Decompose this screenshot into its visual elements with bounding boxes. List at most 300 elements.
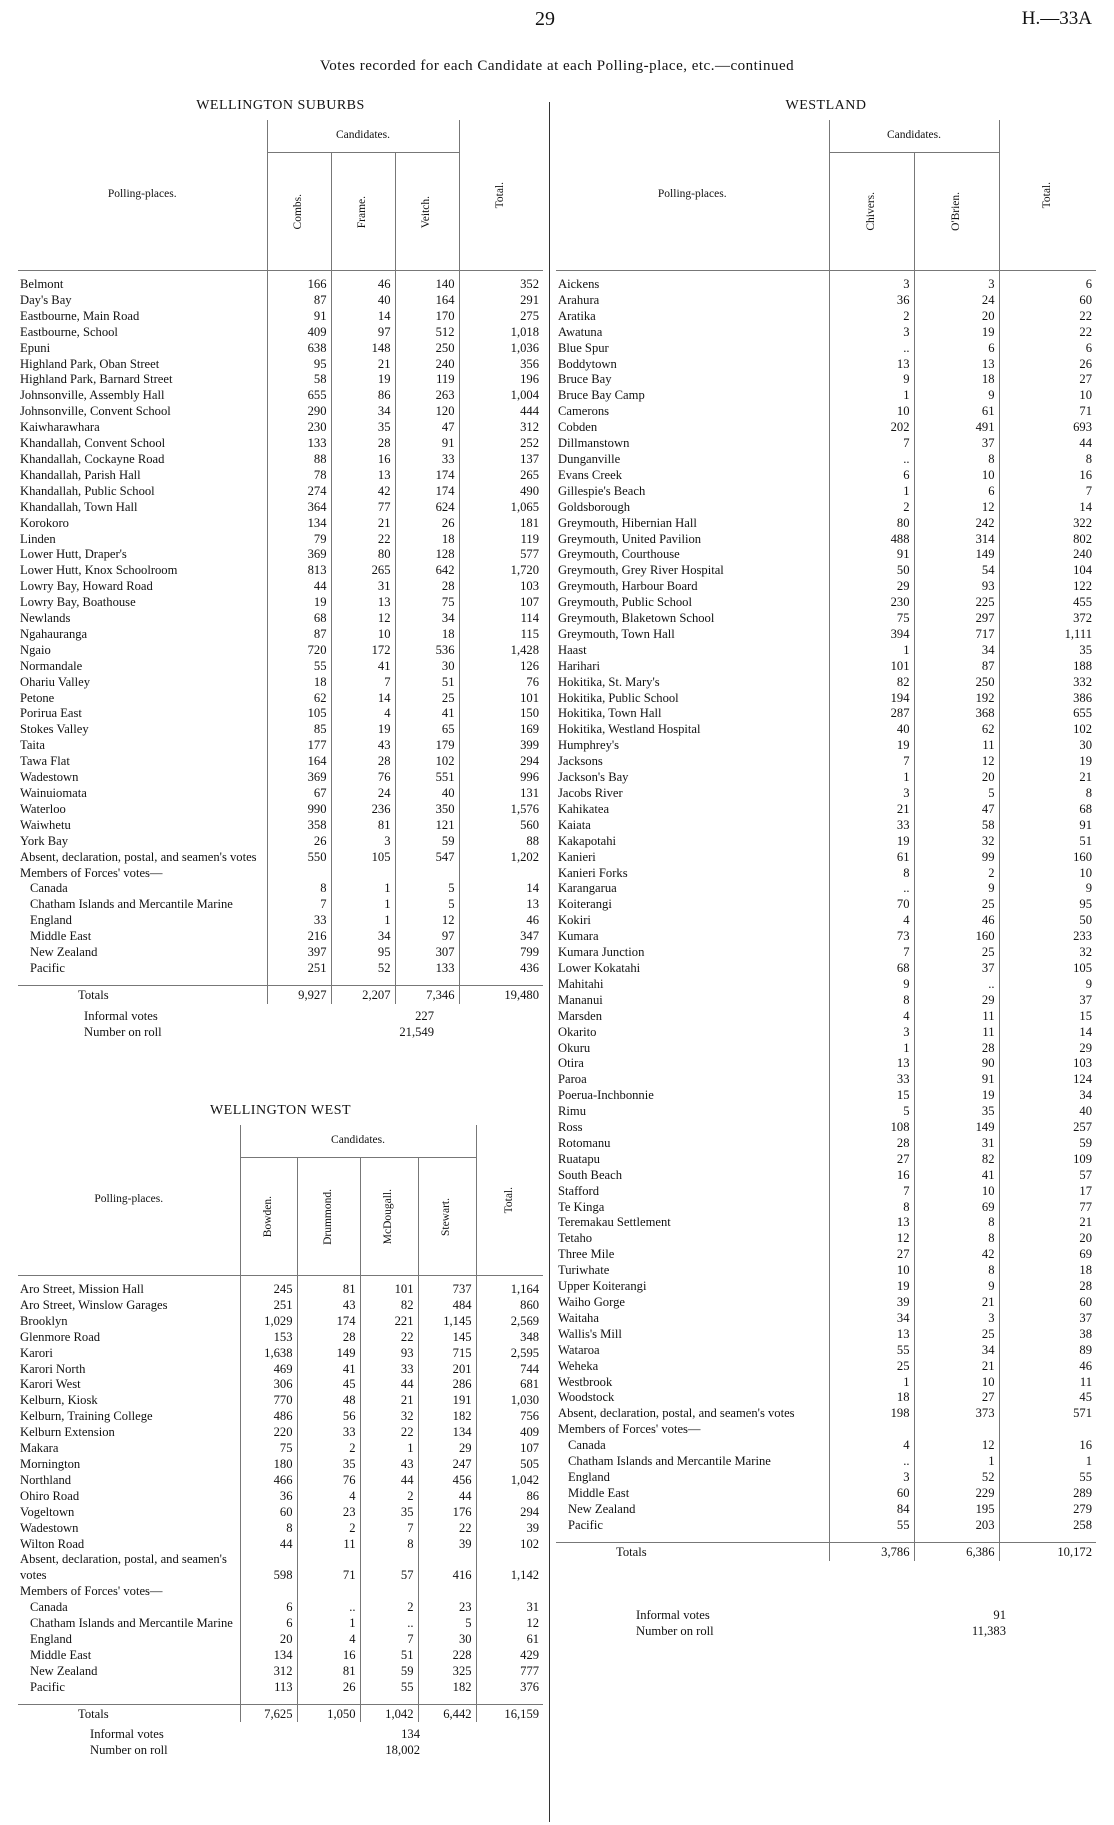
- polling-place: Lowry Bay, Howard Road: [20, 579, 153, 594]
- table-row: [18, 706, 543, 722]
- polling-place: Jacksons: [558, 754, 603, 769]
- vote-count: 394: [829, 627, 914, 643]
- table-row: [556, 1406, 1096, 1422]
- vote-count: 102: [395, 754, 459, 770]
- vote-count: 2: [360, 1600, 418, 1616]
- forces-header-row: [556, 1422, 1096, 1438]
- vote-count: 105: [999, 961, 1096, 977]
- vote-count: 60: [999, 1295, 1096, 1311]
- table-row: [556, 484, 1096, 500]
- vote-count: 1,202: [459, 850, 543, 866]
- polling-place: Johnsonville, Convent School: [20, 404, 171, 419]
- table-row: [556, 293, 1096, 309]
- header-row: [18, 120, 543, 153]
- vote-count: 20: [240, 1632, 297, 1648]
- vote-count: 19: [829, 834, 914, 850]
- vote-count: 35: [914, 1104, 999, 1120]
- vote-count: 17: [999, 1184, 1096, 1200]
- vote-count: 170: [395, 309, 459, 325]
- vote-count: 13: [459, 897, 543, 913]
- vote-count: 1,720: [459, 563, 543, 579]
- vote-count: 3: [829, 786, 914, 802]
- vote-count: 34: [914, 643, 999, 659]
- table-row: [556, 643, 1096, 659]
- polling-place: Johnsonville, Assembly Hall: [20, 388, 165, 403]
- vote-count: 715: [418, 1346, 476, 1362]
- vote-count: 32: [360, 1409, 418, 1425]
- vote-count: 294: [459, 754, 543, 770]
- vote-count: 6,386: [914, 1542, 999, 1560]
- polling-place: Linden: [20, 531, 56, 546]
- vote-count: 11: [914, 1025, 999, 1041]
- vote-count: 356: [459, 357, 543, 373]
- vote-count: 7,625: [240, 1704, 297, 1722]
- vote-count: 8: [914, 1215, 999, 1231]
- vote-count: 37: [999, 1311, 1096, 1327]
- vote-count: 2: [297, 1521, 360, 1537]
- vote-count: 571: [999, 1406, 1096, 1422]
- vote-count: 56: [297, 1409, 360, 1425]
- table-row: [556, 579, 1096, 595]
- vote-count: 8: [360, 1537, 418, 1553]
- vote-count: 312: [459, 420, 543, 436]
- vote-count: 44: [360, 1377, 418, 1393]
- vote-count: 230: [267, 420, 331, 436]
- vote-count: 274: [267, 484, 331, 500]
- vote-count: 322: [999, 516, 1096, 532]
- vote-count: 314: [914, 532, 999, 548]
- informal-votes-row: [636, 1607, 1096, 1623]
- vote-count: 44: [360, 1473, 418, 1489]
- polling-place: Chatham Islands and Mercantile Marine: [30, 897, 233, 912]
- vote-count: 107: [459, 595, 543, 611]
- vote-count: 252: [459, 436, 543, 452]
- empty-cell: [240, 1584, 297, 1600]
- vote-count: 6: [240, 1616, 297, 1632]
- vote-count: 36: [829, 293, 914, 309]
- vote-count: 247: [418, 1457, 476, 1473]
- vote-count: 40: [395, 786, 459, 802]
- vote-count: 21: [360, 1393, 418, 1409]
- vote-count: 2,207: [331, 985, 395, 1003]
- vote-count: 160: [999, 850, 1096, 866]
- polling-place: Okarito: [558, 1024, 597, 1039]
- vote-count: 14: [459, 881, 543, 897]
- vote-count: 67: [267, 786, 331, 802]
- vote-count: 4: [297, 1632, 360, 1648]
- table-row: [556, 1470, 1096, 1486]
- spacer-cell: [240, 1696, 297, 1705]
- vote-count: 69: [914, 1200, 999, 1216]
- column-header-candidate: [395, 153, 459, 271]
- empty-cell: [331, 866, 395, 882]
- vote-count: 2: [297, 1441, 360, 1457]
- polling-place: Khandallah, Parish Hall: [20, 467, 141, 482]
- vote-count: 7: [360, 1521, 418, 1537]
- polling-place: Tawa Flat: [20, 754, 70, 769]
- vote-count: 71: [999, 404, 1096, 420]
- table-row: [18, 452, 543, 468]
- column-header-candidate: [360, 1158, 418, 1276]
- vote-count: 486: [240, 1409, 297, 1425]
- vote-count: 6,442: [418, 1704, 476, 1722]
- vote-count: 195: [914, 1502, 999, 1518]
- vote-count: 306: [240, 1377, 297, 1393]
- vote-count: 372: [999, 611, 1096, 627]
- vote-count: 46: [331, 277, 395, 293]
- vote-count: 225: [914, 595, 999, 611]
- table-row: [556, 1454, 1096, 1470]
- vote-count: 44: [240, 1537, 297, 1553]
- vote-count: 364: [267, 500, 331, 516]
- informal-votes-label: Informal votes: [84, 1008, 158, 1023]
- vote-count: 41: [331, 659, 395, 675]
- table-row: [556, 1518, 1096, 1534]
- vote-count: 9: [914, 881, 999, 897]
- polling-place: Greymouth, Public School: [558, 595, 692, 610]
- vote-count: 5: [418, 1616, 476, 1632]
- polling-place: Okuru: [558, 1040, 591, 1055]
- table-row: [18, 277, 543, 293]
- table-row: [556, 1502, 1096, 1518]
- empty-cell: [297, 1584, 360, 1600]
- vote-count: 60: [999, 293, 1096, 309]
- vote-count: 78: [267, 468, 331, 484]
- vote-count: 113: [240, 1680, 297, 1696]
- polling-place: Kahikatea: [558, 801, 610, 816]
- vote-count: 455: [999, 595, 1096, 611]
- vote-count: 15: [829, 1088, 914, 1104]
- vote-count: 91: [914, 1072, 999, 1088]
- vote-count: 547: [395, 850, 459, 866]
- vote-count: 16: [999, 1438, 1096, 1454]
- vote-count: 57: [360, 1552, 418, 1584]
- vote-count: 201: [418, 1362, 476, 1378]
- vote-count: 22: [331, 532, 395, 548]
- polling-place: Marsden: [558, 1008, 603, 1023]
- table-row: [556, 961, 1096, 977]
- vote-count: 44: [267, 579, 331, 595]
- vote-count: 25: [914, 897, 999, 913]
- number-on-roll-label: Number on roll: [84, 1024, 162, 1039]
- table-row: [556, 1375, 1096, 1391]
- spacer-cell: [418, 1696, 476, 1705]
- vote-count: 18: [999, 1263, 1096, 1279]
- vote-count: ..: [829, 881, 914, 897]
- vote-count: 108: [829, 1120, 914, 1136]
- vote-count: 18: [395, 532, 459, 548]
- vote-count: 182: [418, 1680, 476, 1696]
- polling-place: Paroa: [558, 1072, 587, 1087]
- table-row: [18, 627, 543, 643]
- table-row: [556, 786, 1096, 802]
- vote-count: 1: [360, 1441, 418, 1457]
- table-row: [18, 1346, 543, 1362]
- vote-count: 28: [829, 1136, 914, 1152]
- vote-count: 242: [914, 516, 999, 532]
- polling-place: Humphrey's: [558, 738, 620, 753]
- vote-count: 28: [999, 1279, 1096, 1295]
- vote-count: 44: [418, 1489, 476, 1505]
- polling-place: Greymouth, Blaketown School: [558, 611, 715, 626]
- vote-count: 14: [999, 1025, 1096, 1041]
- polling-place: Kanieri Forks: [558, 865, 628, 880]
- vote-count: 149: [914, 1120, 999, 1136]
- spacer-cell: [914, 1534, 999, 1543]
- table-row: [18, 484, 543, 500]
- table-row: [18, 1616, 543, 1632]
- table-row: [556, 1168, 1096, 1184]
- polling-place: Belmont: [20, 277, 64, 291]
- vote-count: 24: [914, 293, 999, 309]
- polling-place: South Beach: [558, 1167, 623, 1182]
- vote-count: 59: [360, 1664, 418, 1680]
- vote-count: 87: [267, 627, 331, 643]
- vote-count: 19: [331, 372, 395, 388]
- polling-place: Lower Hutt, Knox Schoolroom: [20, 563, 178, 578]
- vote-count: 3,786: [829, 1542, 914, 1560]
- polling-place: Wallis's Mill: [558, 1326, 622, 1341]
- column-header-total: [459, 120, 543, 271]
- vote-count: 91: [395, 436, 459, 452]
- polling-place: Poerua-Inchbonnie: [558, 1088, 654, 1103]
- vote-count: 5: [829, 1104, 914, 1120]
- vote-count: 265: [459, 468, 543, 484]
- vote-count: 642: [395, 563, 459, 579]
- vote-count: 228: [418, 1648, 476, 1664]
- vote-count: 18: [267, 675, 331, 691]
- vote-count: 43: [297, 1298, 360, 1314]
- vote-count: 291: [459, 293, 543, 309]
- polling-place: Canada: [30, 881, 68, 896]
- vote-count: 55: [829, 1518, 914, 1534]
- column-header-candidate: [267, 153, 331, 271]
- vote-count: 35: [360, 1505, 418, 1521]
- column-header-candidate: [829, 153, 914, 271]
- table-row: [18, 1393, 543, 1409]
- vote-count: 1,111: [999, 627, 1096, 643]
- vote-count: 55: [267, 659, 331, 675]
- column-header-total: [476, 1125, 543, 1276]
- polling-place: Kelburn Extension: [20, 1425, 115, 1440]
- vote-count: 777: [476, 1664, 543, 1680]
- header-row: [556, 120, 1096, 153]
- vote-count: 9: [999, 977, 1096, 993]
- vote-count: 21: [914, 1295, 999, 1311]
- vote-count: 258: [999, 1518, 1096, 1534]
- polling-place: Northland: [20, 1472, 72, 1487]
- vote-count: 560: [459, 818, 543, 834]
- vote-count: 133: [395, 961, 459, 977]
- polling-place: Lower Hutt, Draper's: [20, 547, 127, 562]
- table-row: [18, 929, 543, 945]
- vote-count: 233: [999, 929, 1096, 945]
- vote-count: 10,172: [999, 1542, 1096, 1560]
- polling-place: New Zealand: [568, 1501, 636, 1516]
- table-row: [18, 1473, 543, 1489]
- vote-count: 176: [418, 1505, 476, 1521]
- polling-place: Normandale: [20, 658, 83, 673]
- vote-count: 1,029: [240, 1314, 297, 1330]
- vote-count: 81: [297, 1664, 360, 1680]
- vote-count: ..: [360, 1616, 418, 1632]
- vote-count: 44: [999, 436, 1096, 452]
- polling-place: Greymouth, Town Hall: [558, 626, 675, 641]
- vote-count: 8: [267, 881, 331, 897]
- vote-count: 551: [395, 770, 459, 786]
- vote-count: 115: [459, 627, 543, 643]
- polling-place: Kelburn, Training College: [20, 1409, 153, 1424]
- vote-count: 220: [240, 1425, 297, 1441]
- vote-count: 42: [331, 484, 395, 500]
- vote-count: 350: [395, 802, 459, 818]
- vote-count: 19,480: [459, 985, 543, 1003]
- polling-place: Te Kinga: [558, 1199, 605, 1214]
- table-row: [556, 1009, 1096, 1025]
- table-row: [556, 1152, 1096, 1168]
- table-row: [18, 611, 543, 627]
- column-header-candidate: [240, 1158, 297, 1276]
- vote-count: 164: [267, 754, 331, 770]
- vote-count: 36: [240, 1489, 297, 1505]
- page-title: Votes recorded for each Candidate at each Polling-place, etc.—continued: [319, 58, 795, 74]
- vote-count: 1: [829, 770, 914, 786]
- table-footer: [90, 1726, 543, 1758]
- table-footer: [636, 1607, 1096, 1639]
- vote-count: 7: [999, 484, 1096, 500]
- table-row: [556, 1438, 1096, 1454]
- polling-place: Greymouth, Courthouse: [558, 547, 680, 562]
- polling-place: Kaiwharawhara: [20, 420, 100, 435]
- table-row: [18, 1362, 543, 1378]
- vote-count: 150: [459, 706, 543, 722]
- vote-count: 22: [360, 1425, 418, 1441]
- column-header-candidate: [914, 153, 999, 271]
- vote-count: 11: [914, 738, 999, 754]
- vote-count: 3: [914, 277, 999, 293]
- polling-place: Glenmore Road: [20, 1329, 101, 1344]
- vote-count: 9: [829, 977, 914, 993]
- vote-count: 40: [331, 293, 395, 309]
- vote-count: 22: [360, 1330, 418, 1346]
- vote-count: 62: [267, 691, 331, 707]
- polling-place: New Zealand: [30, 945, 98, 960]
- vote-count: 756: [476, 1409, 543, 1425]
- vote-count: 22: [418, 1521, 476, 1537]
- polling-place: Harihari: [558, 658, 600, 673]
- vote-count: 416: [418, 1552, 476, 1584]
- column-header-label: Bowden.: [261, 1196, 274, 1238]
- vote-count: 12: [914, 1438, 999, 1454]
- polling-place: Petone: [20, 690, 55, 705]
- vote-count: 22: [999, 309, 1096, 325]
- vote-count: 38: [999, 1327, 1096, 1343]
- vote-count: 2,569: [476, 1314, 543, 1330]
- vote-count: 57: [999, 1168, 1096, 1184]
- informal-votes-value: 227: [415, 1008, 434, 1023]
- vote-count: 119: [459, 532, 543, 548]
- vote-count: 990: [267, 802, 331, 818]
- polling-place: Evans Creek: [558, 467, 622, 482]
- polling-place: Lowry Bay, Boathouse: [20, 595, 136, 610]
- polling-place: Weheka: [558, 1358, 599, 1373]
- vote-count: 8: [829, 1200, 914, 1216]
- polling-place: Stokes Valley: [20, 722, 89, 737]
- vote-count: 598: [240, 1552, 297, 1584]
- column-header-label: Total.: [502, 1186, 515, 1214]
- vote-count: 14: [331, 309, 395, 325]
- table-row: [18, 1680, 543, 1696]
- vote-count: 37: [914, 961, 999, 977]
- table-row: [18, 388, 543, 404]
- vote-count: 51: [360, 1648, 418, 1664]
- vote-count: 25: [914, 1327, 999, 1343]
- vote-count: 60: [829, 1486, 914, 1502]
- table-row: [556, 372, 1096, 388]
- empty-cell: [418, 1584, 476, 1600]
- table-row: [556, 945, 1096, 961]
- polling-place: Absent, declaration, postal, and seamen's votes: [558, 1406, 795, 1421]
- vote-count: 81: [331, 818, 395, 834]
- vote-count: 369: [267, 770, 331, 786]
- vote-count: 19: [914, 1088, 999, 1104]
- vote-count: 79: [267, 532, 331, 548]
- polling-place: Cobden: [558, 420, 598, 435]
- vote-count: 37: [914, 436, 999, 452]
- polling-place: Totals: [18, 1704, 240, 1722]
- polling-place: Absent, declaration, postal, and seamen's votes: [20, 1552, 227, 1583]
- vote-count: 251: [240, 1298, 297, 1314]
- vote-count: 35: [331, 420, 395, 436]
- vote-count: 20: [914, 309, 999, 325]
- vote-count: 73: [829, 929, 914, 945]
- vote-count: 188: [999, 659, 1096, 675]
- table-row: [556, 1311, 1096, 1327]
- table-row: [18, 516, 543, 532]
- polling-place: Kakapotahi: [558, 833, 617, 848]
- table-row: [556, 547, 1096, 563]
- polling-place: Eastbourne, School: [20, 324, 118, 339]
- vote-count: 75: [395, 595, 459, 611]
- polling-place: Pacific: [568, 1517, 603, 1532]
- table-row: [556, 1343, 1096, 1359]
- vote-count: 50: [829, 563, 914, 579]
- polling-place: Upper Koiterangi: [558, 1279, 647, 1294]
- vote-count: 75: [829, 611, 914, 627]
- vote-count: 286: [418, 1377, 476, 1393]
- polling-place: Greymouth, United Pavilion: [558, 531, 702, 546]
- vote-count: 13: [331, 468, 395, 484]
- vote-count: 7: [829, 754, 914, 770]
- vote-count: 41: [297, 1362, 360, 1378]
- vote-count: 6: [914, 341, 999, 357]
- vote-count: 34: [829, 1311, 914, 1327]
- vote-count: 29: [999, 1041, 1096, 1057]
- vote-count: 655: [999, 706, 1096, 722]
- vote-count: 21: [914, 1359, 999, 1375]
- polling-place: Three Mile: [558, 1247, 615, 1262]
- table-row: [556, 468, 1096, 484]
- vote-count: 294: [476, 1505, 543, 1521]
- vote-count: 720: [267, 643, 331, 659]
- forces-header-row: [18, 1584, 543, 1600]
- table-row: [556, 1056, 1096, 1072]
- vote-count: 28: [297, 1330, 360, 1346]
- vote-count: 93: [360, 1346, 418, 1362]
- vote-count: 512: [395, 325, 459, 341]
- vote-count: 29: [914, 993, 999, 1009]
- vote-count: 27: [914, 1390, 999, 1406]
